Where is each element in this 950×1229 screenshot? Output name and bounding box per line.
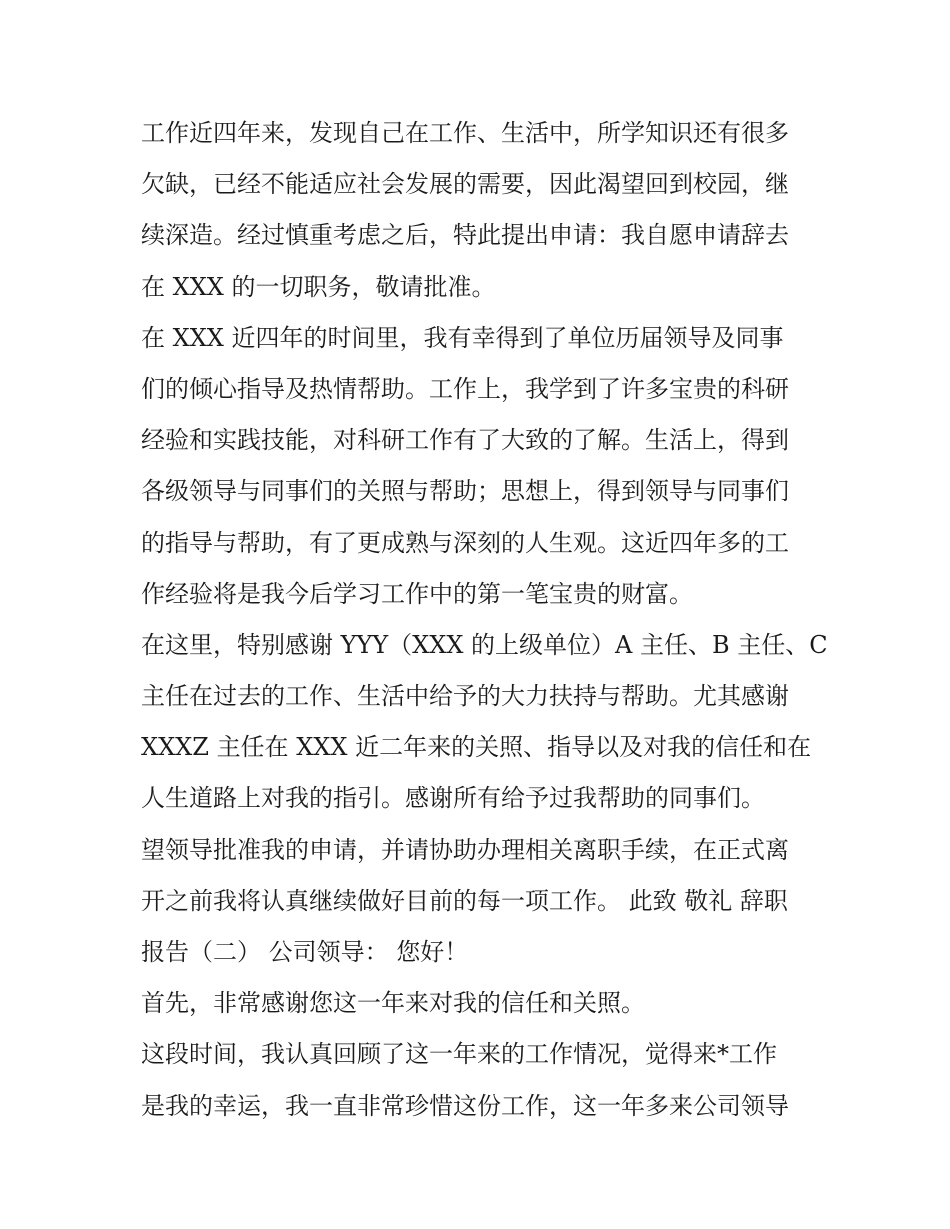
text-line: 在这里，特别感谢 YYY（XXX 的上级单位）A 主任、B 主任、C (141, 630, 828, 659)
document-body (141, 108, 828, 1132)
text-line: 报告（二） 公司领导： 您好！ (141, 938, 469, 966)
text-line: 们的倾心指导及热情帮助。工作上，我学到了许多宝贵的科研 (141, 374, 789, 403)
text-line: XXXZ 主任在 XXX 近二年来的关照、指导以及对我的信任和在 (141, 733, 812, 762)
text-line: 首先，非常感谢您这一年来对我的信任和关照。 (141, 989, 645, 1018)
text-line: 望领导批准我的申请，并请协助办理相关离职手续，在正式离 (141, 835, 789, 864)
text-line: 人生道路上对我的指引。感谢所有给予过我帮助的同事们。 (141, 784, 765, 813)
text-line: 这段时间，我认真回顾了这一年来的工作情况，觉得来*工作 (141, 1040, 777, 1069)
text-line: 续深造。经过慎重考虑之后，特此提出申请：我自愿申请辞去 (141, 221, 789, 250)
text-line: 是我的幸运，我一直非常珍惜这份工作，这一年多来公司领导 (141, 1091, 789, 1120)
text-line: 的指导与帮助，有了更成熟与深刻的人生观。这近四年多的工 (141, 528, 789, 557)
text-line: 在 XXX 近四年的时间里，我有幸得到了单位历届领导及同事 (141, 323, 784, 352)
text-line: 主任在过去的工作、生活中给予的大力扶持与帮助。尤其感谢 (141, 682, 789, 711)
text-line: 各级领导与同事们的关照与帮助；思想上，得到领导与同事们 (141, 477, 789, 506)
text-line: 工作近四年来，发现自己在工作、生活中，所学知识还有很多 (141, 119, 789, 147)
text-line: 欠缺，已经不能适应社会发展的需要，因此渴望回到校园，继 (141, 170, 789, 199)
text-line: 开之前我将认真继续做好目前的每一项工作。 此致 敬礼 辞职 (141, 886, 788, 915)
text-line: 在 XXX 的一切职务，敬请批准。 (141, 272, 496, 301)
text-line: 作经验将是我今后学习工作中的第一笔宝贵的财富。 (141, 579, 693, 608)
text-line: 经验和实践技能，对科研工作有了大致的了解。生活上，得到 (141, 426, 789, 455)
